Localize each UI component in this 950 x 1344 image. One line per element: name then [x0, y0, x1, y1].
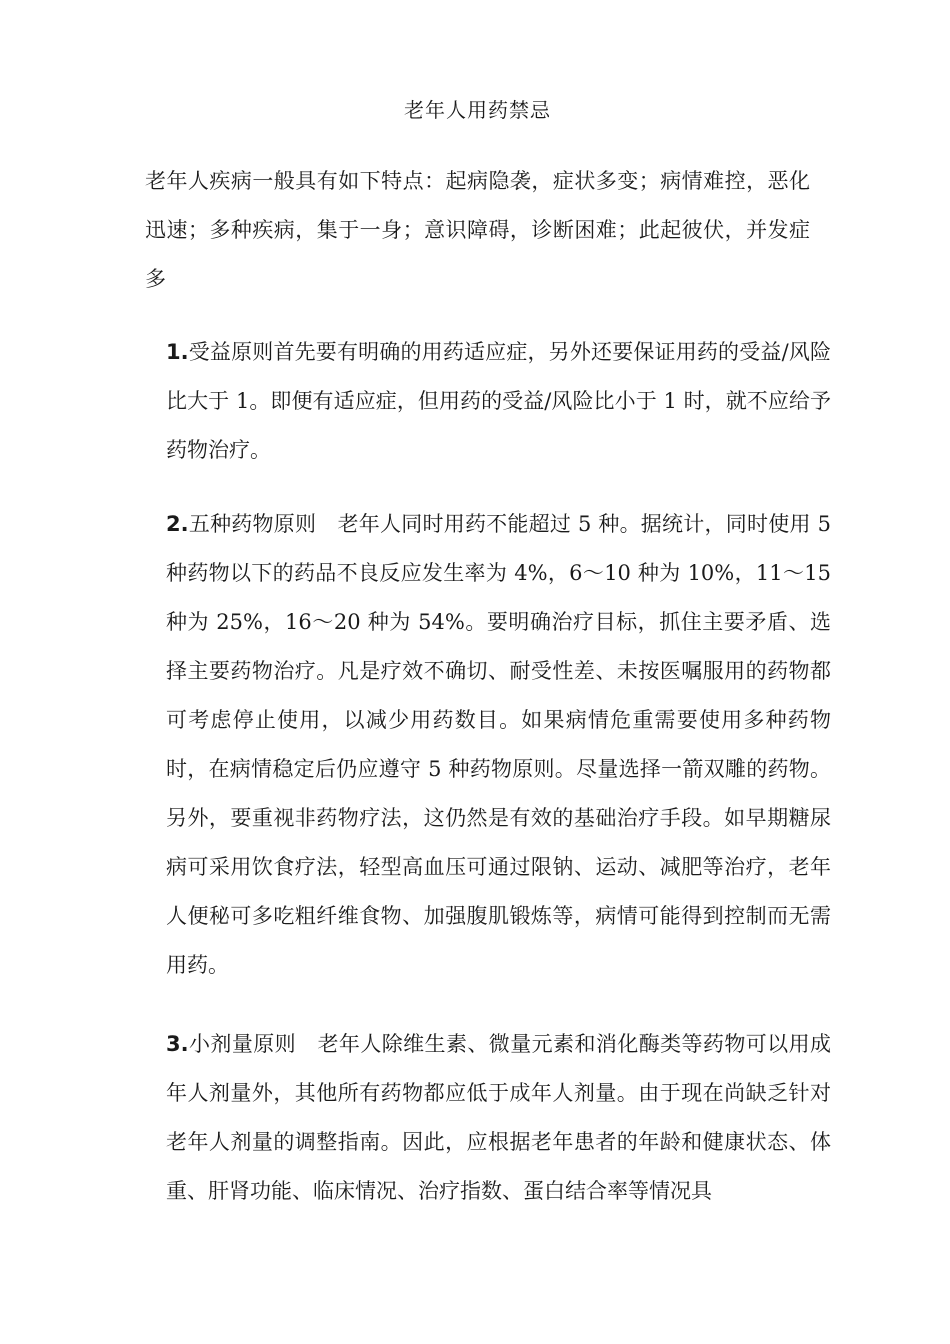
- section-2-paragraph: [145, 500, 831, 990]
- section-1-number: 1.: [166, 340, 189, 364]
- document-title: 老年人用药禁忌: [404, 98, 551, 122]
- section-3-paragraph: [145, 1020, 831, 1216]
- section-2-number: 2.: [166, 512, 189, 536]
- section-3-text: 小剂量原则 老年人除维生素、微量元素和消化酶类等药物可以用成年人剂量外，其他所有药物都应低于成年人剂量。由于现在尚缺乏针对老年人剂量的调整指南。因此，应根据老年患者的年龄和健康状态、体重、肝肾功能、临床情况、治疗指数、蛋白结合率等情况具: [166, 1032, 831, 1203]
- section-3-number: 3.: [166, 1032, 189, 1056]
- section-2-text: 五种药物原则 老年人同时用药不能超过 5 种。据统计，同时使用 5 种药物以下的药品不良反应发生率为 4%，6～10 种为 10%，11～15 种为 25%，16～20 种为 54%。要明确治疗目标，抓住主要矛盾、选择主要药物治疗。凡是疗效不确切、耐受性差、未按医嘱服用的药物都可考虑停止使用，以减少用药数目。如果病情危重需要使用多种药物时，在病情稳定后仍应遵守 5 种药物原则。尽量选择一箭双雕的药物。另外，要重视非药物疗法，这仍然是有效的基础治疗手段。如早期糖尿病可采用饮食疗法，轻型高血压可通过限钠、运动、减肥等治疗，老年人便秘可多吃粗纤维食物、加强腹肌锻炼等，病情可能得到控制而无需用药。: [166, 512, 831, 977]
- section-1-paragraph: [145, 328, 831, 475]
- section-1-text: 受益原则首先要有明确的用药适应症，另外还要保证用药的受益/风险比大于 1。即便有适应症，但用药的受益/风险比小于 1 时，就不应给予药物治疗。: [166, 340, 831, 462]
- intro-paragraph: 老年人疾病一般具有如下特点：起病隐袭，症状多变；病情难控，恶化迅速；多种疾病，集于一身；意识障碍，诊断困难；此起彼伏，并发症多: [145, 169, 810, 291]
